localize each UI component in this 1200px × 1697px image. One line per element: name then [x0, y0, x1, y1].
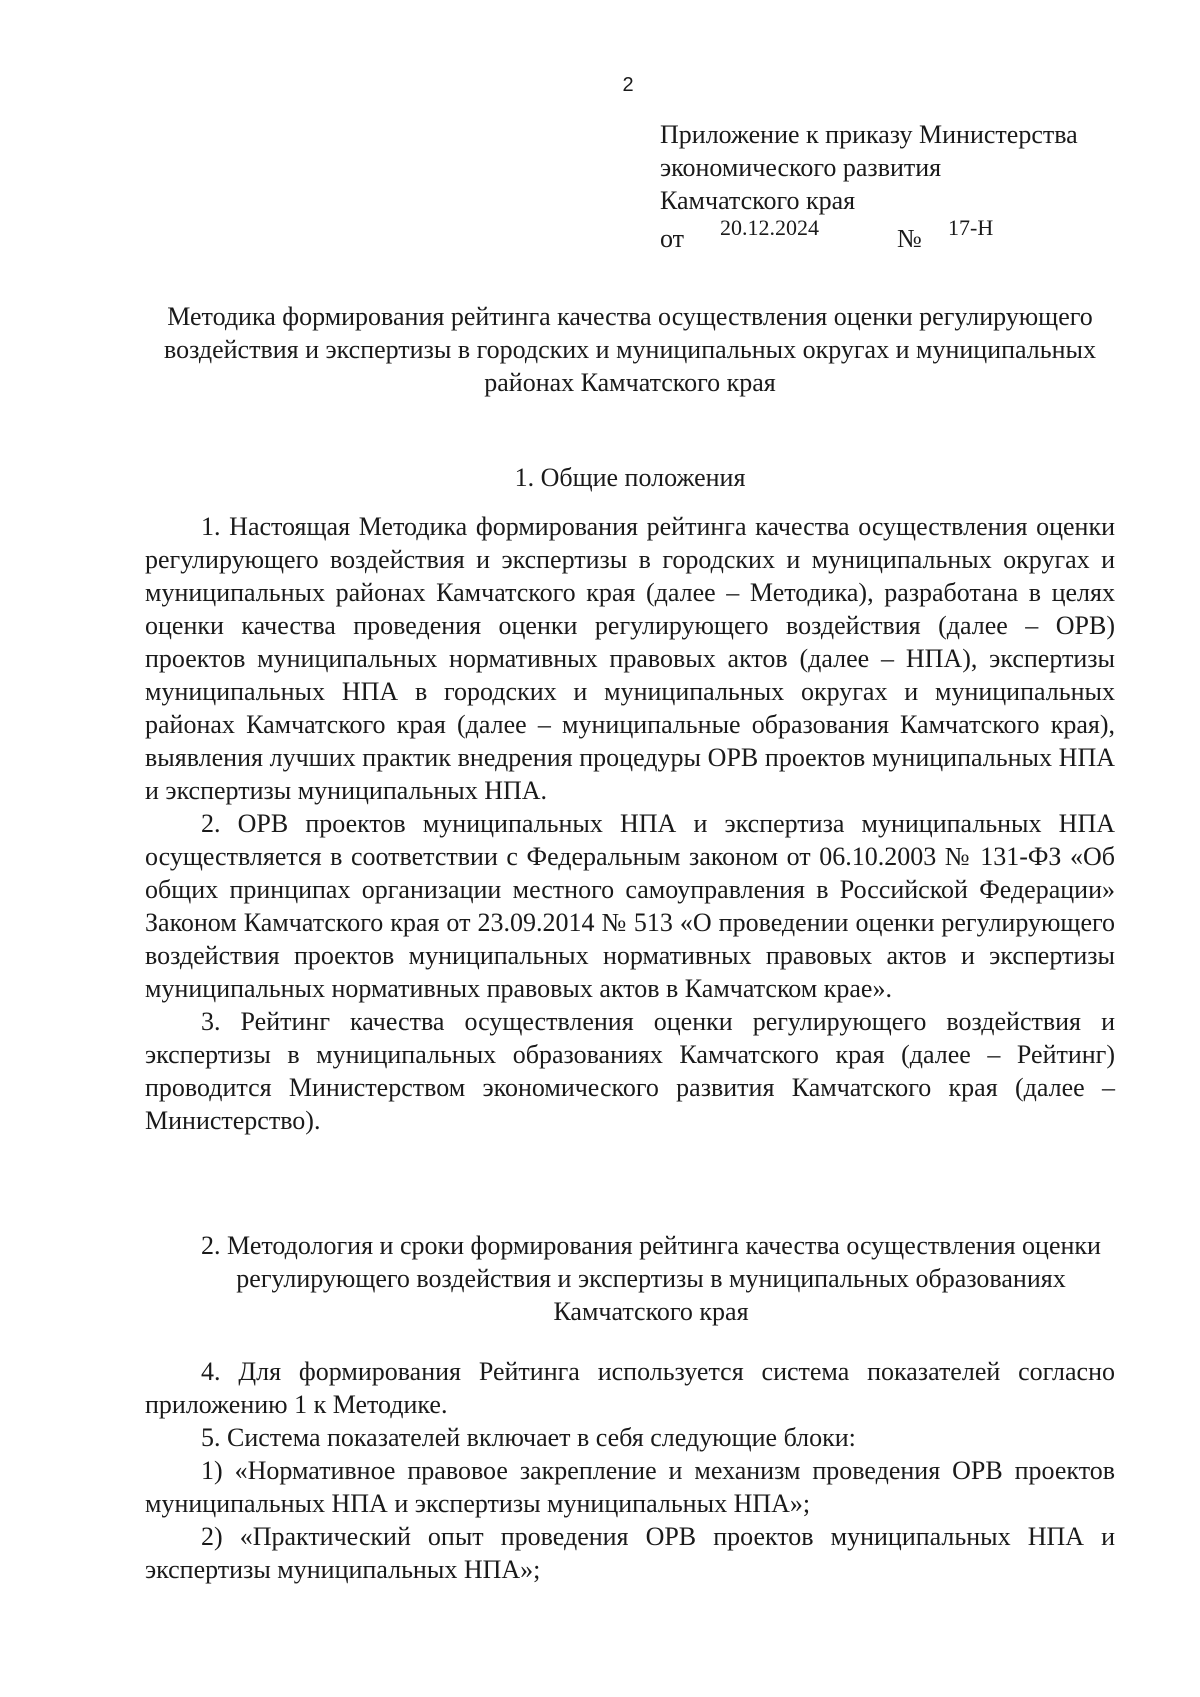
paragraph: 1. Настоящая Методика формирования рейтинга качества осуществления оценки регулирующего воздействия и экспертизы в городских и муниципальных округах и муниципальных районах Камчатского края (далее – Методика), разработана в целях оценки качества проведения оценки регулирующего воздействия (далее – ОРВ) проектов муниципальных нормативных правовых актов (далее – НПА), экспертизы муниципальных НПА в городских и муниципальных округах и муниципальных районах Камчатского края (далее – муниципальные образования Камчатского края), выявления лучших практик внедрения процедуры ОРВ проектов муниципальных НПА и экспертизы муниципальных НПА. — [145, 512, 1115, 805]
section-2-heading: 2. Методология и сроки формирования рейтинга качества осуществления оценки регулирующего воздействия и экспертизы в муниципальных образованиях Камчатского края — [201, 1231, 1101, 1326]
section-1-heading: 1. Общие положения — [514, 463, 746, 492]
order-number: 17-Н — [948, 215, 994, 240]
appendix-line: Камчатского края — [660, 186, 856, 215]
appendix-line: экономического развития — [660, 153, 942, 182]
appendix-line: Приложение к приказу Министерства — [660, 120, 1078, 149]
section-2-body — [145, 1355, 1115, 1586]
section-1-body — [145, 510, 1115, 1137]
paragraph: 3. Рейтинг качества осуществления оценки регулирующего воздействия и экспертизы в муниципальных образованиях Камчатского края (далее – Рейтинг) проводится Министерством экономического развития Камчатского края (далее – Министерство). — [145, 1007, 1115, 1135]
page-number: 2 — [622, 74, 634, 96]
order-date: 20.12.2024 — [720, 215, 819, 240]
from-label: от — [660, 224, 685, 253]
order-reference — [660, 215, 1078, 253]
paragraph: 5. Система показателей включает в себя следующие блоки: — [201, 1423, 856, 1452]
number-label: № — [897, 224, 922, 253]
paragraph: 1) «Нормативное правовое закрепление и механизм проведения ОРВ проектов муниципальных НПА и экспертизы муниципальных НПА»; — [145, 1456, 1115, 1518]
appendix-header — [660, 118, 1078, 253]
paragraph: 2) «Практический опыт проведения ОРВ проектов муниципальных НПА и экспертизы муниципальных НПА»; — [145, 1522, 1115, 1584]
paragraph: 4. Для формирования Рейтинга используется система показателей согласно приложению 1 к Методике. — [145, 1357, 1115, 1419]
paragraph: 2. ОРВ проектов муниципальных НПА и экспертиза муниципальных НПА осуществляется в соответствии с Федеральным законом от 06.10.2003 № 131-ФЗ «Об общих принципах организации местного самоуправления в Российской Федерации» Законом Камчатского края от 23.09.2014 № 513 «О проведении оценки регулирующего воздействия проектов муниципальных нормативных правовых актов и экспертизы муниципальных нормативных правовых актов в Камчатском крае». — [145, 809, 1115, 1003]
document-title: Методика формирования рейтинга качества осуществления оценки регулирующего воздействия и экспертизы в городских и муниципальных округах и муниципальных районах Камчатского края — [163, 302, 1097, 397]
